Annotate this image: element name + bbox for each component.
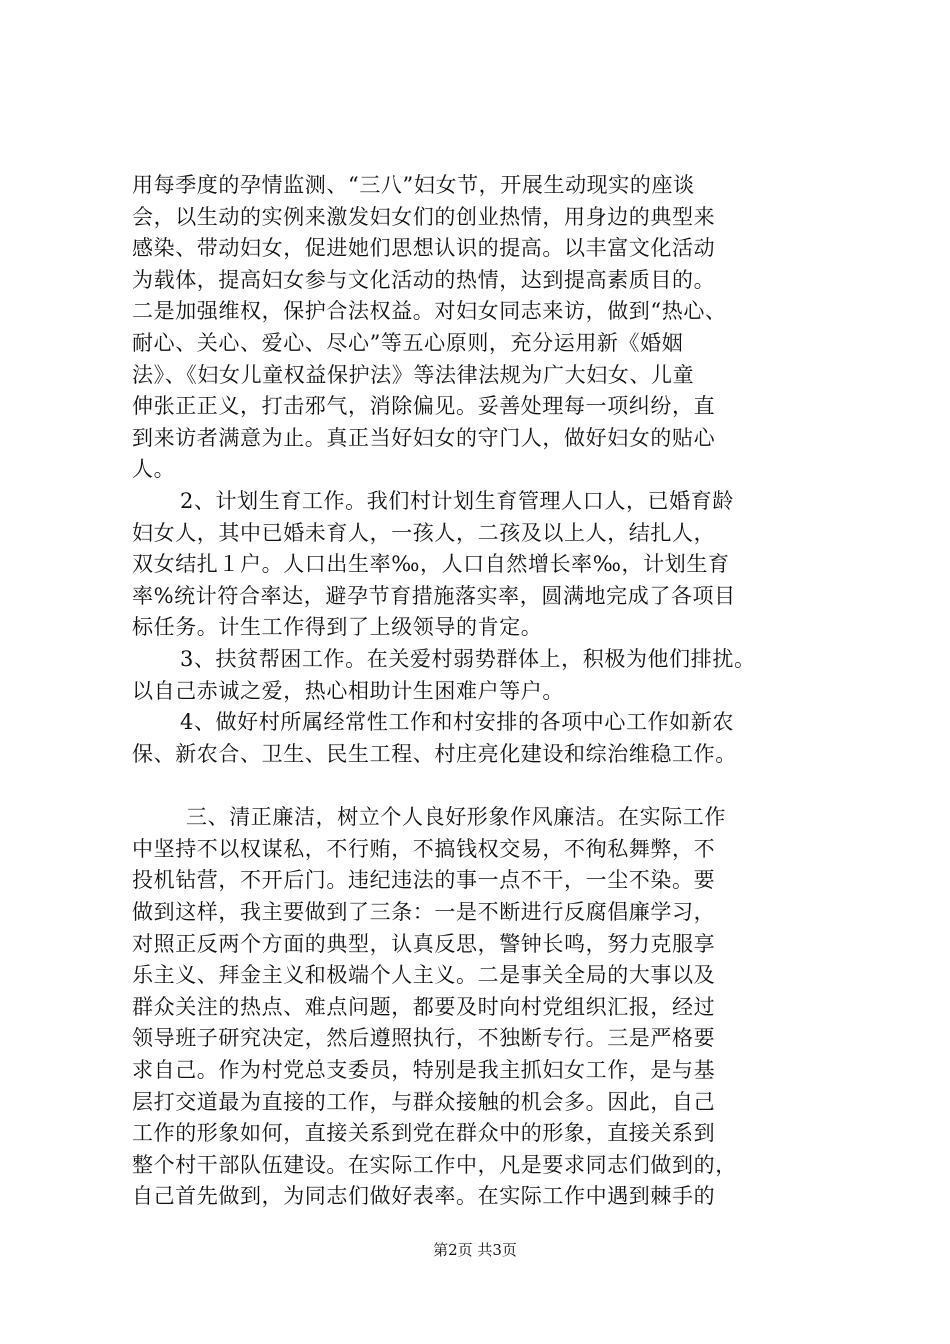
paragraph-gap — [132, 770, 832, 802]
paragraph-start: 3、扶贫帮困工作。在关爱村弱势群体上，积极为他们排扰。 — [180, 646, 756, 671]
text-line: 妇女人，其中已婚未育人，一孩人，二孩及以上人，结扎人， — [132, 520, 716, 545]
text-line: 标任务。计生工作得到了上级领导的肯定。 — [132, 615, 543, 640]
text-line: 做到这样，我主要做到了三条：一是不断进行反腐倡廉学习， — [132, 900, 716, 925]
text-line: 整个村干部队伍建设。在实际工作中，凡是要求同志们做到的， — [132, 1152, 737, 1177]
text-line: 投机钻营，不开后门。违纪违法的事一点不干，一尘不染。要 — [132, 868, 716, 893]
text-line: 以自己赤诚之爱，热心相助计生困难户等户。 — [132, 678, 564, 703]
text-line: 到来访者满意为止。真正当好妇女的守门人，做好妇女的贴心 — [132, 425, 716, 450]
text-line: 群众关注的热点、难点问题，都要及时向村党组织汇报，经过 — [132, 994, 716, 1019]
text-line: 人。 — [132, 457, 176, 482]
text-line: 自己首先做到，为同志们做好表率。在实际工作中遇到棘手的 — [132, 1184, 716, 1209]
text-line: 对照正反两个方面的典型，认真反思，警钟长鸣，努力克服享 — [132, 931, 716, 956]
text-line: 率%统计符合率达，避孕节育措施落实率，圆满地完成了各项目 — [132, 583, 736, 608]
page-number-footer: 第2页 共3页 — [433, 1241, 517, 1259]
text-line: 会，以生动的实例来激发妇女们的创业热情，用身边的典型来 — [132, 204, 716, 229]
document-body — [132, 170, 832, 1213]
text-line: 二是加强维权，保护合法权益。对妇女同志来访，做到“热心、 — [132, 299, 727, 324]
paragraph-start: 三、清正廉洁，树立个人良好形象作风廉洁。在实际工作 — [186, 805, 726, 830]
text-line: 双女结扎１户。人口出生率‰，人口自然增长率‰，计划生育 — [132, 552, 730, 577]
text-line: 伸张正正义，打击邪气，消除偏见。妥善处理每一项纠纷，直 — [132, 394, 716, 419]
text-line: 用每季度的孕情监测、“三八”妇女节，开展生动现实的座谈 — [132, 173, 695, 197]
text-line: 保、新农合、卫生、民生工程、村庄亮化建设和综治维稳工作。 — [132, 741, 737, 766]
paragraph-start: 4、做好村所属经常性工作和村安排的各项中心工作如新农 — [180, 710, 734, 735]
text-line: 中坚持不以权谋私，不行贿，不搞钱权交易，不徇私舞弊，不 — [132, 836, 716, 861]
text-line: 工作的形象如何，直接关系到党在群众中的形象，直接关系到 — [132, 1121, 716, 1146]
text-line: 感染、带动妇女，促进她们思想认识的提高。以丰富文化活动 — [132, 236, 716, 261]
text-line: 法》、《妇女儿童权益保护法》等法律法规为广大妇女、儿童 — [132, 362, 695, 387]
text-line: 乐主义、拜金主义和极端个人主义。二是事关全局的大事以及 — [132, 963, 716, 988]
text-line: 求自己。作为村党总支委员，特别是我主抓妇女工作，是与基 — [132, 1058, 716, 1083]
text-line: 层打交道最为直接的工作，与群众接触的机会多。因此，自己 — [132, 1089, 716, 1114]
text-line: 为载体，提高妇女参与文化活动的热情，达到提高素质目的。 — [132, 267, 716, 292]
text-line: 耐心、关心、爱心、尽心”等五心原则，充分运用新《婚姻 — [132, 330, 684, 355]
paragraph-start: 2、计划生育工作。我们村计划生育管理人口人，已婚育龄 — [180, 488, 734, 513]
text-line: 领导班子研究决定，然后遵照执行，不独断专行。三是严格要 — [132, 1026, 716, 1051]
